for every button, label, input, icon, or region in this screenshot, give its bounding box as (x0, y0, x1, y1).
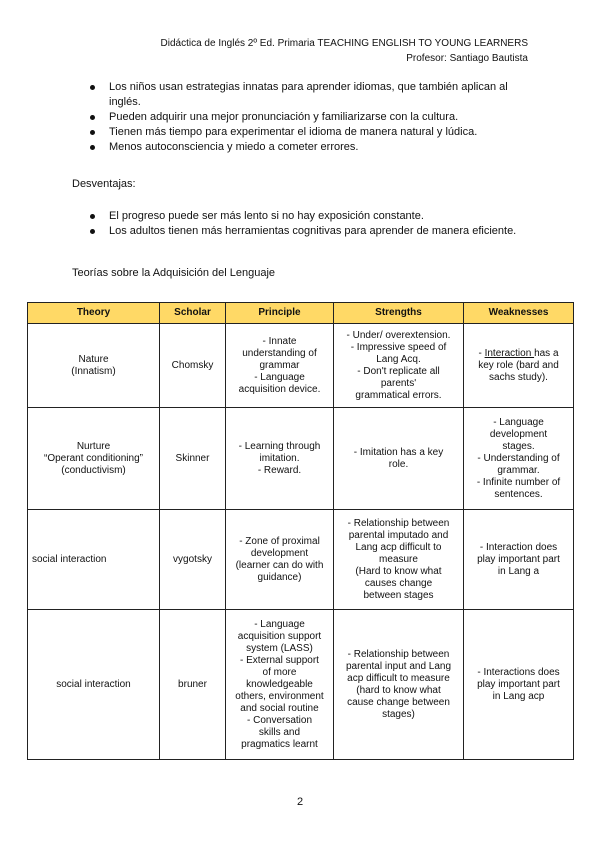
header-course-line: Didáctica de Inglés 2º Ed. Primaria TEACHING ENGLISH TO YOUNG LEARNERS (160, 38, 528, 49)
list-item: Pueden adquirir una mejor pronunciación y familiarizarse con la cultura. (88, 110, 528, 125)
header-professor-line: Profesor: Santiago Bautista (406, 53, 528, 64)
principle-cell: - Zone of proximal development (learner can do with guidance) (226, 510, 334, 610)
strengths-cell: - Under/ overextension. - Impressive speed of Lang Acq. - Don't replicate all parents' grammatical errors. (334, 324, 464, 408)
weaknesses-cell: - Interaction does play important part in Lang a (464, 510, 574, 610)
theories-heading: Teorías sobre la Adquisición del Lenguaje (72, 267, 276, 279)
table-row (28, 408, 574, 510)
list-item: Los niños usan estrategias innatas para aprender idiomas, que también aplican al inglés. (88, 80, 528, 110)
theory-cell: Nurture “Operant conditioning” (conductivism) (28, 408, 160, 510)
theory-cell: Nature (Innatism) (28, 324, 160, 408)
header-principle: Principle (226, 303, 334, 324)
principle-cell: - Language acquisition support system (LASS) - External support of more knowledgeable others, environment and social routine - Conversation skills and pragmatics learnt (226, 610, 334, 760)
table-row (28, 610, 574, 760)
theory-cell: social interaction (28, 610, 160, 760)
list-item: Los adultos tienen más herramientas cognitivas para aprender de manera eficiente. (88, 224, 528, 239)
weaknesses-cell: - Interaction has a key role (bard and sachs study). (464, 324, 574, 408)
scholar-cell: Skinner (160, 408, 226, 510)
list-item: Menos autoconsciencia y miedo a cometer errores. (88, 140, 528, 155)
weaknesses-cell: - Interactions does play important part in Lang acp (464, 610, 574, 760)
page-header (161, 36, 528, 66)
weaknesses-cell: - Language development stages. - Understanding of grammar. - Infinite number of sentences. (464, 408, 574, 510)
theories-table (27, 302, 574, 760)
strengths-cell: - Relationship between parental imputado and Lang acp difficult to measure (Hard to know what causes change between stages (334, 510, 464, 610)
scholar-cell: bruner (160, 610, 226, 760)
principle-cell: - Learning through imitation. - Reward. (226, 408, 334, 510)
header-scholar: Scholar (160, 303, 226, 324)
scholar-cell: vygotsky (160, 510, 226, 610)
list-item: Tienen más tiempo para experimentar el idioma de manera natural y lúdica. (88, 125, 528, 140)
scholar-cell: Chomsky (160, 324, 226, 408)
advantages-list (88, 80, 528, 155)
disadvantages-heading: Desventajas: (72, 178, 136, 190)
theory-cell: social interaction (28, 510, 160, 610)
strengths-cell: - Relationship between parental input and Lang acp difficult to measure (hard to know what cause change between stages) (334, 610, 464, 760)
disadvantages-list (88, 209, 528, 239)
table-row (28, 510, 574, 610)
table-row (28, 324, 574, 408)
page-number: 2 (296, 796, 304, 808)
header-strengths: Strengths (334, 303, 464, 324)
principle-cell: - Innate understanding of grammar - Language acquisition device. (226, 324, 334, 408)
header-theory: Theory (28, 303, 160, 324)
list-item: El progreso puede ser más lento si no hay exposición constante. (88, 209, 528, 224)
table-header-row (28, 303, 574, 324)
header-weaknesses: Weaknesses (464, 303, 574, 324)
underlined-term: Interaction (484, 347, 535, 359)
strengths-cell: - Imitation has a key role. (334, 408, 464, 510)
